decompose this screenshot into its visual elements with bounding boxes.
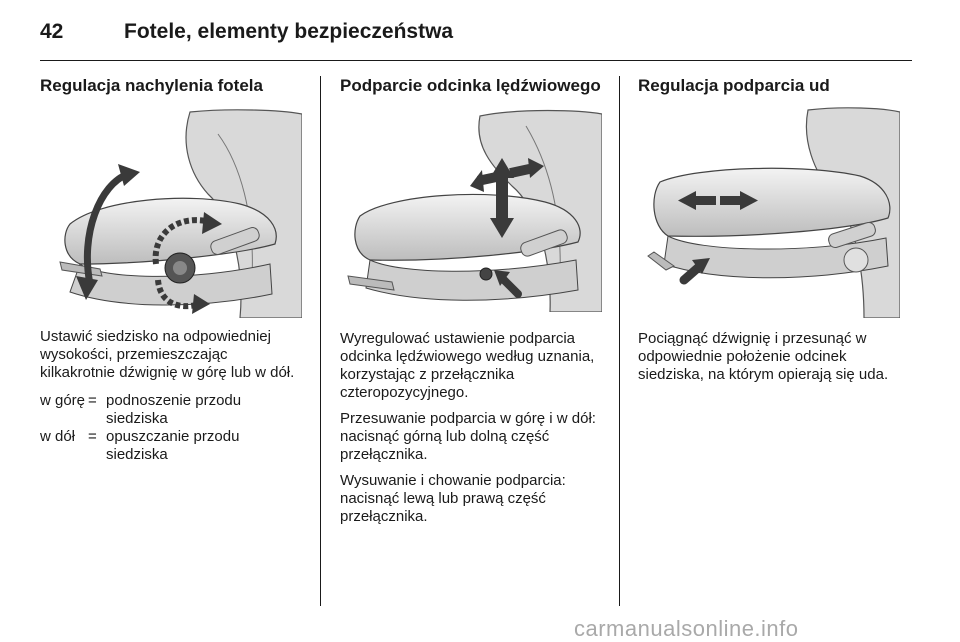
- definition-term: w dół: [40, 428, 76, 445]
- seat-tilt-illustration: [40, 104, 302, 318]
- page-number: 42: [40, 20, 64, 43]
- section-lumbar-support: [340, 76, 602, 526]
- paragraph: Przesuwanie podparcia w górę i w dół: nacisnąć górną lub dolną część przełącznika.: [340, 410, 596, 463]
- definition-row: [40, 428, 302, 464]
- watermark: carmanualsonline.info: [574, 616, 799, 641]
- section-heading: Podparcie odcinka lędźwiowego: [340, 76, 601, 95]
- definition-list: [40, 392, 302, 464]
- header-rule: [40, 60, 912, 61]
- definition-description: podnoszenie przodu siedziska: [106, 392, 242, 427]
- section-heading: Regulacja podparcia ud: [638, 76, 830, 95]
- definition-row: [40, 392, 302, 428]
- page-title: Fotele, elementy bezpieczeństwa: [124, 20, 454, 43]
- definition-separator: =: [88, 392, 97, 409]
- paragraph: Pociągnąć dźwignię i przesunąć w odpowiednie położenie odcinek siedziska, na którym opierają się uda.: [638, 330, 889, 383]
- section-thigh-support: [638, 76, 912, 384]
- thigh-support-illustration: [638, 104, 900, 318]
- column-divider: [619, 76, 620, 606]
- paragraph: Wyregulować ustawienie podparcia odcinka lędźwiowego według uznania, korzystając z przełącznika czteropozycyjnego.: [340, 330, 595, 401]
- definition-separator: =: [88, 428, 97, 445]
- lumbar-support-illustration: [340, 106, 602, 312]
- definition-description: opuszczanie przodu siedziska: [106, 428, 240, 463]
- column-divider: [320, 76, 321, 606]
- section-heading: Regulacja nachylenia fotela: [40, 76, 263, 95]
- paragraph: Ustawić siedzisko na odpowiedniej wysokości, przemieszczając kilkakrotnie dźwignię w górę lub w dół.: [40, 328, 295, 381]
- page-header: [40, 18, 912, 60]
- definition-term: w górę: [40, 392, 86, 409]
- section-seat-tilt: [40, 76, 302, 464]
- paragraph: Wysuwanie i chowanie podparcia: nacisnąć lewą lub prawą część przełącznika.: [340, 472, 566, 525]
